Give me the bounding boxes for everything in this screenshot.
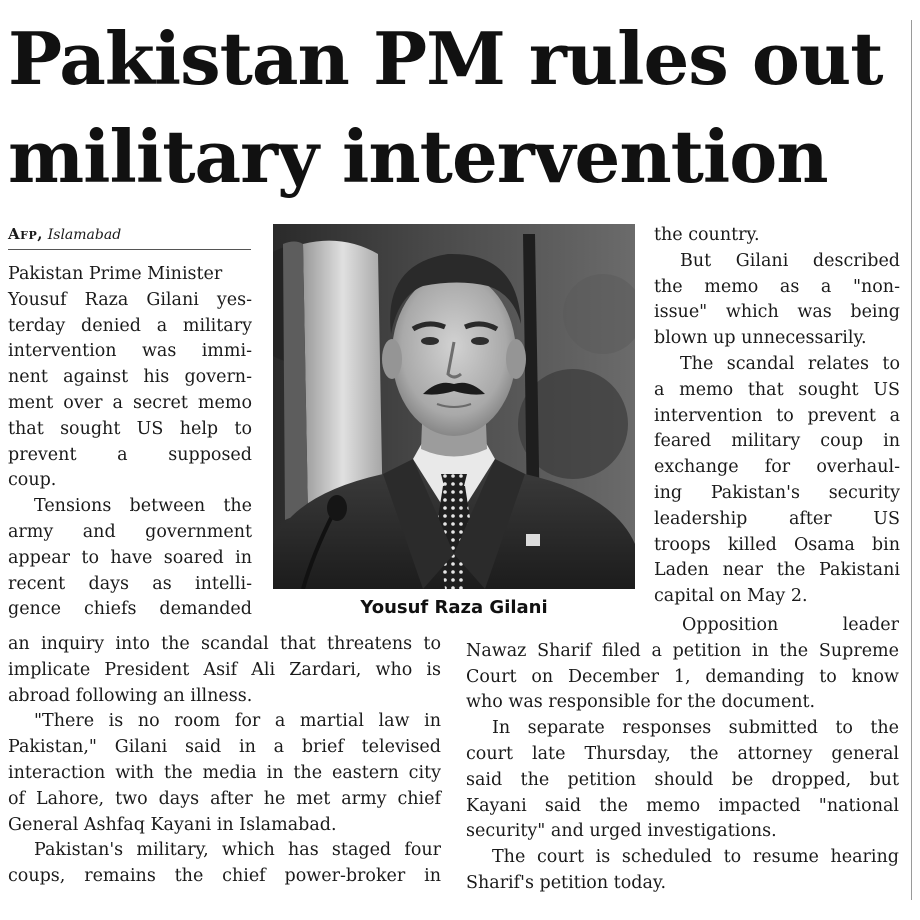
- text-line: capital on May 2.: [654, 586, 808, 607]
- text-line: Pakistan," Gilani said in a brief televised: [8, 737, 441, 758]
- text-line: security" and urged investigations.: [466, 821, 777, 842]
- text-line: Pakistan's military, which has staged four: [34, 840, 441, 861]
- text-line: that sought US help to: [8, 418, 252, 439]
- text-line: terday denied a military: [8, 315, 252, 336]
- text-line: exchange for overhaul-: [654, 457, 900, 478]
- text-line: prevent a supposed: [8, 444, 252, 465]
- text-line: of Lahore, two days after he met army chief: [8, 788, 441, 809]
- text-line: gence chiefs demanded: [8, 599, 252, 620]
- text-line: interaction with the media in the eastern city: [8, 762, 441, 783]
- text-line: court late Thursday, the attorney general: [466, 743, 899, 764]
- text-line: said the petition should be dropped, but: [466, 769, 899, 790]
- text-line: Laden near the Pakistani: [654, 560, 900, 581]
- text-line: intervention to prevent a: [654, 405, 900, 426]
- text-line: army and government: [8, 521, 252, 542]
- text-line: Yousuf Raza Gilani yes-: [8, 289, 252, 310]
- article-column-2: [654, 223, 900, 610]
- text-line: the country.: [654, 225, 760, 245]
- byline: [8, 224, 251, 250]
- text-line: nent against his govern-: [8, 367, 252, 388]
- text-line: Court on December 1, demanding to know: [466, 666, 899, 687]
- article-column-1: [8, 262, 252, 623]
- text-line: issue" which was being: [654, 302, 900, 323]
- text-line: implicate President Asif Ali Zardari, who is: [8, 659, 441, 680]
- photo-caption: Yousuf Raza Gilani: [360, 597, 548, 618]
- text-line: But Gilani described: [680, 250, 900, 271]
- text-line: Kayani said the memo impacted "national: [466, 795, 899, 816]
- text-line: The scandal relates to: [680, 353, 900, 374]
- column-rule: [911, 20, 912, 900]
- headline-line-1: Pakistan PM rules out: [8, 16, 883, 101]
- text-line: blown up unnecessarily.: [654, 328, 867, 349]
- text-line: appear to have soared in: [8, 547, 252, 568]
- headline: [8, 10, 908, 206]
- headline-line-2: military intervention: [8, 114, 828, 199]
- text-line: "There is no room for a martial law in: [34, 711, 441, 732]
- portrait-photo: [273, 224, 635, 589]
- text-line: troops killed Osama bin: [654, 534, 900, 555]
- text-line: the memo as a "non-: [654, 276, 900, 297]
- text-line: Tensions between the: [34, 496, 252, 517]
- text-line: In separate responses submitted to the: [492, 718, 899, 739]
- text-line: abroad following an illness.: [8, 685, 253, 706]
- text-line: who was responsible for the document.: [466, 692, 816, 713]
- byline-location: Islamabad: [47, 227, 122, 243]
- article-lower-right: [466, 613, 899, 897]
- text-line: Opposition leader: [682, 615, 899, 635]
- portrait-image: [273, 224, 635, 589]
- text-line: Sharif's petition today.: [466, 872, 667, 893]
- text-line: Pakistan Prime Minister: [8, 264, 223, 284]
- text-line: General Ashfaq Kayani in Islamabad.: [8, 814, 337, 835]
- text-line: Nawaz Sharif filed a petition in the Supreme: [466, 640, 899, 661]
- text-line: The court is scheduled to resume hearing: [492, 847, 899, 868]
- text-line: intervention was immi-: [8, 341, 252, 362]
- text-line: feared military coup in: [654, 431, 900, 452]
- text-line: leadership after US: [654, 508, 900, 529]
- text-line: recent days as intelli-: [8, 573, 252, 594]
- text-line: ing Pakistan's security: [654, 482, 900, 503]
- byline-agency: Afp,: [8, 225, 43, 243]
- text-line: coups, remains the chief power-broker in: [8, 866, 441, 887]
- text-line: a memo that sought US: [654, 379, 900, 400]
- text-line: an inquiry into the scandal that threatens to: [8, 634, 441, 654]
- text-line: coup.: [8, 470, 57, 491]
- article-lower-left: [8, 632, 441, 890]
- text-line: ment over a secret memo: [8, 392, 252, 413]
